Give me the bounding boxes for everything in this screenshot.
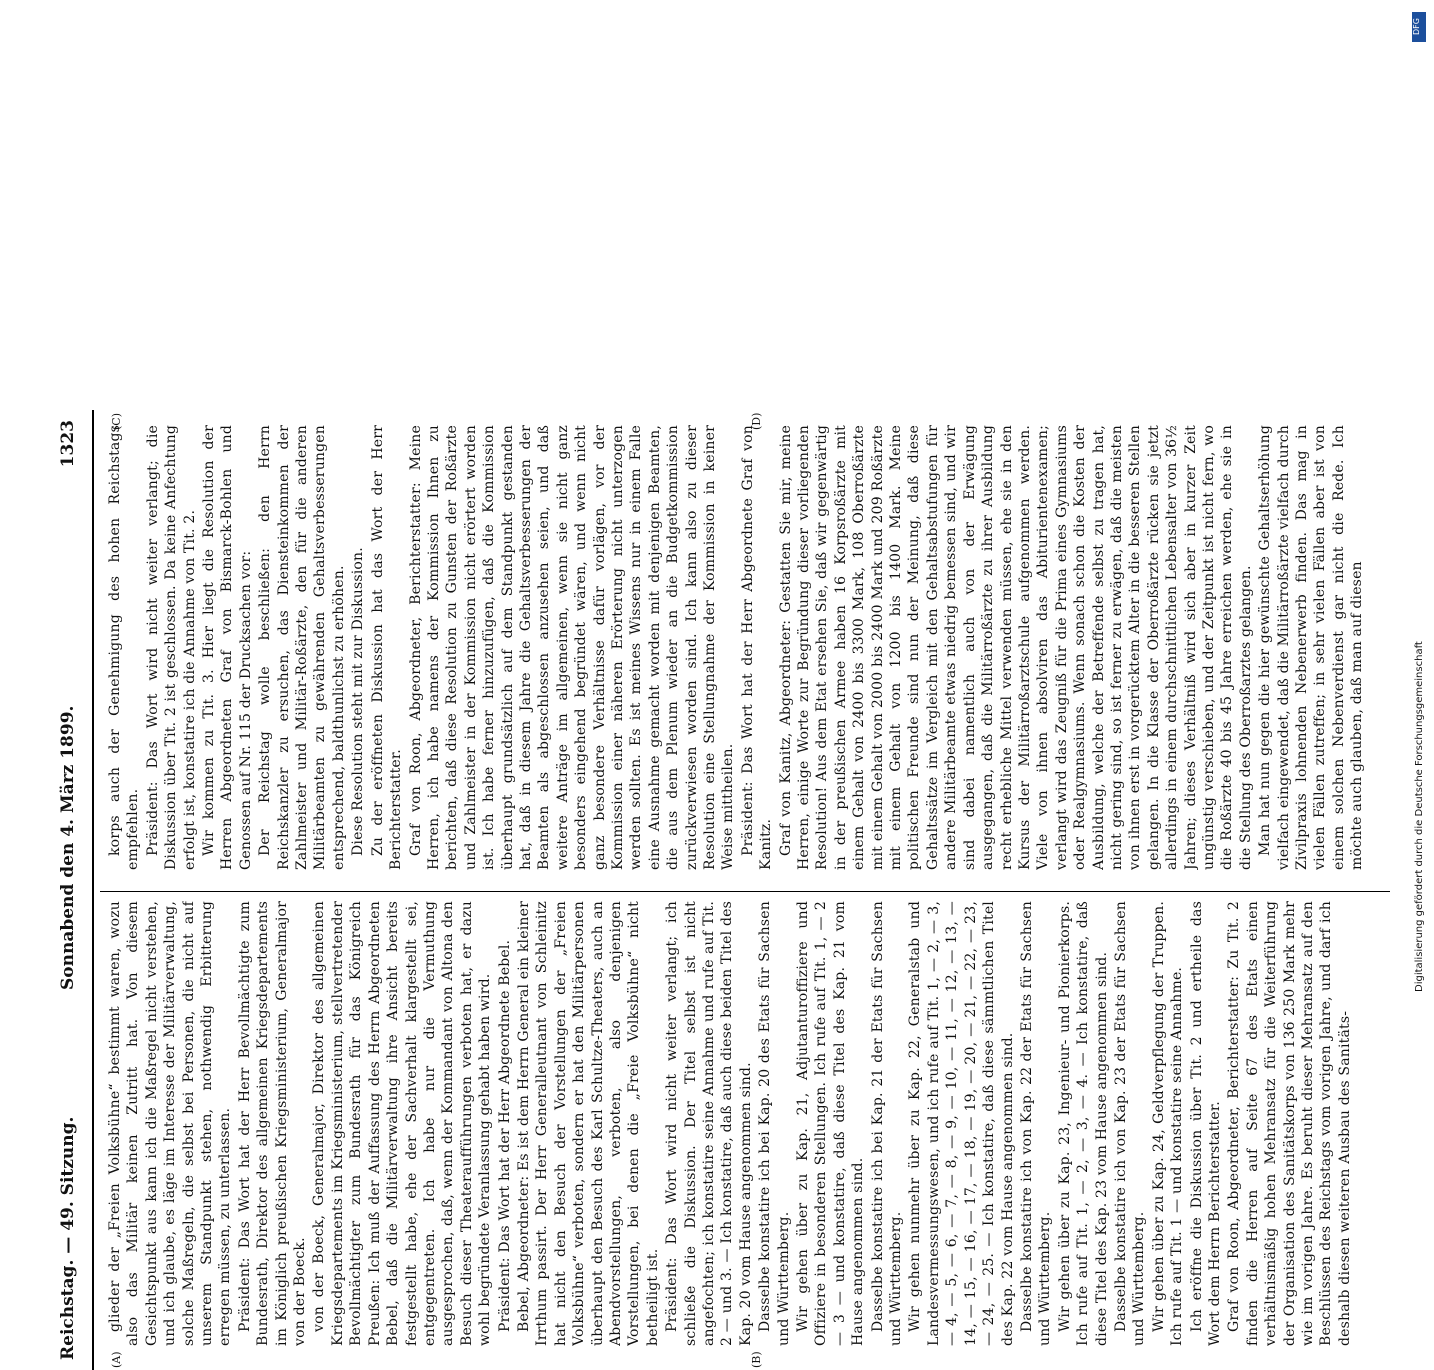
paragraph: korps auch der Genehmigung des hohen Reichstags empfehlen. xyxy=(107,425,142,870)
margin-mark-c: (C) xyxy=(110,413,123,430)
paragraph: Bebel, Abgeordneter: Es ist dem Herrn General ein kleiner Irrthum passirt. Der Herr Generalleutnant von Schleinitz hat nicht den Besuch der Vorstellungen der „Freien Volksbühne“ verboten, sondern er hat den Militärpersonen überhaupt den Besuch des Karl Schultze-Theaters, auch an Abendvorstellungen, verboten, also denjenigen Vorstellungen, bei denen die „Freie Volksbühne“ nicht betheiligt ist. xyxy=(515,901,661,1346)
funding-note: Digitalisierung gefördert durch die Deutsche Forschungsgemeinschaft xyxy=(1414,641,1425,992)
paragraph: Graf von Roon, Abgeordneter, Berichterstatter: Meine Herren, ich habe namens der Kommission Ihnen zu berichten, daß diese Resolution zu Gunsten der Roßärzte und Zahlmeister in der Kommission nicht erörtert worden ist. Ich habe ferner hinzuzufügen, daß die Kommission überhaupt grundsätzlich auf dem Standpunkt gestanden hat, daß in diesem Jahre die Gehaltsverbesserungen der Beamten als abgeschlossen anzusehen seien, und daß weitere Anträge im allgemeinen, wenn sie nicht ganz besonders eingehend begründet wären, und wenn nicht ganz besondere Verhältnisse dafür vorlägen, vor der Kommission einer näheren Erörterung nicht unterzogen werden sollten. Es ist meines Wissens nur in einem Falle eine Ausnahme gemacht worden mit denjenigen Beamten, die aus dem Plenum wieder an die Budgetkommission zurückverwiesen worden sind. Ich kann also zu dieser Resolution eine Stellungnahme der Kommission in keiner Weise mittheilen. xyxy=(407,425,737,870)
rotated-sheet xyxy=(50,410,1400,1370)
page-number: 1323 xyxy=(58,420,78,468)
paragraph: Graf von Kanitz, Abgeordneter: Gestatten Sie mir, meine Herren, einige Worte zur Begründung dieser vorliegenden Resolution! Aus dem Etat ersehen Sie, daß wir gegenwärtig in der preußischen Armee haben 16 Korpsroßärzte mit einem Gehalt von 2400 bis 3300 Mark, 108 Oberroßärzte mit einem Gehalt von 2000 bis 2400 Mark und 209 Roßärzte mit einem Gehalt von 1200 bis 1400 Mark. Meine politischen Freunde sind nun der Meinung, daß diese Gehaltssätze im Vergleich mit den Gehaltsabstufungen für andere Militärbeamte etwas niedrig bemessen sind, und wir sind dabei namentlich auch von der Erwägung ausgegangen, daß die Militärroßärzte zu ihrer Ausbildung recht erhebliche Mittel verwenden müssen, ehe sie in den Kursus der Militärroßarztschule aufgenommen werden. Viele von ihnen absolviren das Abiturientenexamen; verlangt wird das Zeugniß für die Prima eines Gymnasiums oder Realgymnasiums. Wenn sonach schon die Kosten der Ausbildung, welche der Betreffende selbst zu tragen hat, nicht gering sind, so ist ferner zu erwägen, daß die meisten von ihnen erst in vorgerücktem Alter in die besseren Stellen gelangen. In die Klasse der Oberroßärzte rücken sie jetzt allerdings in einem durchschnittlichen Lebensalter von 36½ Jahren; dieses Verhältniß wird sich aber in kurzer Zeit ungünstig verschieben, und der Zeitpunkt ist nicht fern, wo die Roßärzte 40 bis 45 Jahre erreichen werden, ehe sie in die Stellung des Oberroßarztes gelangen. xyxy=(777,425,1254,870)
paragraph: Dasselbe konstatire ich von Kap. 22 der Etats für Sachsen und Württemberg. xyxy=(1018,901,1054,1346)
dfg-logo: DFG xyxy=(1412,12,1426,42)
paragraph: Zu der eröffneten Diskussion hat das Wort der Herr Berichterstatter. xyxy=(369,425,405,870)
margin-mark-a: (A) xyxy=(110,1351,123,1368)
paragraph: Ich eröffne die Diskussion über Tit. 2 und ertheile das Wort dem Herrn Berichterstatter. xyxy=(1188,901,1223,1346)
paragraph: Präsident: Das Wort hat der Herr Abgeordnete Graf von Kanitz. xyxy=(739,425,775,870)
paragraph: Man hat nun gegen die hier gewünschte Gehaltserhöhung vielfach eingewendet, daß die Militärroßärzte vielfach durch Zivilpraxis lohnenden Nebenerwerb finden. Das mag in vielen Fällen zutreffen; in sehr vielen Fällen aber ist von einem solchen Nebenverdienst gar nicht die Rede. Ich möchte auch glauben, daß man auf diesen xyxy=(1257,425,1366,870)
header-session: Reichstag. — 49. Sitzung. xyxy=(58,1116,78,1360)
paragraph: Diese Resolution steht mit zur Diskussion. xyxy=(350,547,367,856)
paragraph: Präsident: Das Wort hat der Herr Bevollmächtigte zum Bundesrath, Direktor des allgemeinen Kriegsdepartements im Königlich preußischen Kriegsministerium, Generalmajor von der Boeck. xyxy=(236,901,309,1346)
paragraph: Wir gehen über zu Kap. 23, Ingenieur- und Pionierkorps. Ich rufe auf Tit. 1, — 2, — 3, — 4. — Ich konstatire, daß diese Titel des Kap. 23 vom Hause angenommen sind. xyxy=(1056,901,1110,1346)
paragraph: Dasselbe konstatire ich bei Kap. 20 des Etats für Sachsen und Württemberg. xyxy=(757,901,792,1346)
running-header xyxy=(50,410,86,1370)
paragraph: Wir kommen zu Tit. 3. Hier liegt die Resolution der Herren Abgeordneten Graf von Bismarck-Bohlen und Genossen auf Nr. 115 der Drucksachen vor: xyxy=(201,425,254,870)
column-divider xyxy=(100,891,1390,892)
right-column xyxy=(106,425,1386,870)
paragraph: Präsident: Das Wort wird nicht weiter verlangt; ich schließe die Diskussion. Der Titel selbst ist nicht angefochten; ich konstatire seine Annahme und rufe auf Tit. 2 — und 3. — Ich konstatire, daß auch diese beiden Titel des Kap. 20 vom Hause angenommen sind. xyxy=(664,901,754,1346)
paragraph: Wir gehen über zu Kap. 24, Geldverpflegung der Truppen. Ich rufe auf Tit. 1 — und konstatire seine Annahme. xyxy=(1150,901,1186,1346)
paragraph: Graf von Roon, Abgeordneter, Berichterstatter: Zu Tit. 2 finden die Herren auf Seite 67 des Etats einen verhältnismäßig hohen Mehransatz für die Weiterführung der Organisation des Sanitätskorps von 136 250 Mark mehr wie im vorigen Jahre. Es beruht dieser Mehransatz auf den Beschlüssen des Reichstags vom vorigen Jahre, und darf ich deshalb diesen weiteren Ausbau des Sanitäts- xyxy=(1226,901,1353,1346)
margin-mark-b: (B) xyxy=(750,1351,763,1368)
header-rule xyxy=(92,410,94,1370)
digitization-sidebar xyxy=(1410,8,1432,992)
paragraph: von der Boeck, Generalmajor, Direktor des allgemeinen Kriegsdepartements im Kriegsministerium, stellvertretender Bevollmächtigter zum Bundesrath für das Königreich Preußen: Ich muß der Auffassung des Herrn Abgeordneten Bebel, daß die Militärverwaltung ihre Ansicht bereits festgestellt habe, ehe der Sachverhalt klargestellt sei, entgegentreten. Ich habe nur die Vermuthung ausgesprochen, daß, wenn der Kommandant von Altona den Besuch dieser Theateraufführungen verboten hat, er dazu wohl begründete Veranlassung gehabt haben wird. xyxy=(311,901,494,1346)
header-date: Sonnabend den 4. März 1899. xyxy=(58,705,78,990)
paragraph: Wir gehen über zu Kap. 21, Adjutanturoffiziere und Offiziere in besonderen Stellungen. Ich rufe auf Tit. 1, — 2 — 3 — und konstatire, daß diese Titel des Kap. 21 vom Hause angenommen sind. xyxy=(795,901,867,1346)
paragraph: glieder der „Freien Volksbühne“ bestimmt waren, wozu also das Militär keinen Zutritt hat. Von diesem Gesichtspunkt aus kann ich die Maßregel nicht verstehen, und ich glaube, es läge im Interesse der Militärverwaltung, solche Maßregeln, die selbst bei Personen, die nicht auf unserem Standpunkt stehen, nothwendig Erbitterung erregen müssen, zu unterlassen. xyxy=(107,901,234,1346)
paragraph: Der Reichstag wolle beschließen: den Herrn Reichskanzler zu ersuchen, das Diensteinkommen der Zahlmeister und Militär-Roßärzte, den für die anderen Militärbeamten zu gewährenden Gehaltsverbesserungen entsprechend, baldthunlichst zu erhöhen. xyxy=(257,425,347,870)
paragraph: Dasselbe konstatire ich bei Kap. 21 der Etats für Sachsen und Württemberg. xyxy=(869,901,905,1346)
paragraph: Präsident: Das Wort hat der Herr Abgeordnete Bebel. xyxy=(496,939,513,1332)
paragraph: Wir gehen nunmehr über zu Kap. 22, Generalstab und Landesvermessungswesen, und ich rufe auf Tit. 1, — 2, — 3, — 4, — 5, — 6, — 7, — 8, — 9, — 10, — 11, — 12, — 13, — 14, — 15, — 16, — 17, — 18, — 19, — 20, — 21, — 22, — 23, — 24, — 25. — Ich konstatire, daß diese sämmtlichen Titel des Kap. 22 vom Hause angenommen sind. xyxy=(907,901,1016,1346)
left-column xyxy=(106,901,1386,1346)
margin-mark-d: (D) xyxy=(750,412,763,430)
paragraph: Präsident: Das Wort wird nicht weiter verlangt; die Diskussion über Tit. 2 ist geschlossen. Da keine Anfechtung erfolgt ist, konstatire ich die Annahme von Tit. 2. xyxy=(144,425,198,870)
paragraph: Dasselbe konstatire ich von Kap. 23 der Etats für Sachsen und Württemberg. xyxy=(1112,901,1148,1346)
